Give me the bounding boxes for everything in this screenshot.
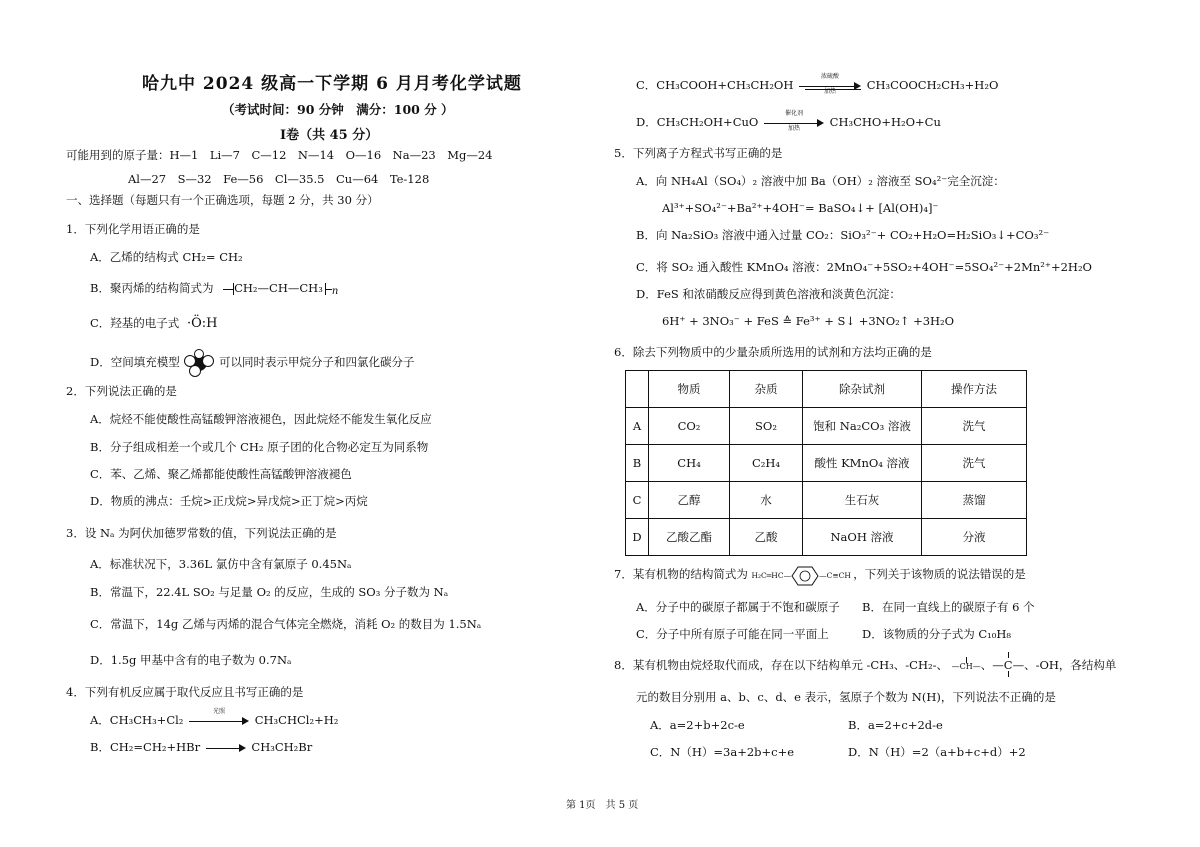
q5-option-b: B．向 Na₂SiO₃ 溶液中通入过量 CO₂：SiO₃²⁻+ CO₂+H₂O=H₂SiO₃↓+CO₃²⁻ [636, 228, 1050, 242]
atomic-masses-line2: Al—27 S—32 Fe—56 Cl—35.5 Cu—64 Te-128 [128, 172, 430, 186]
q6-table [625, 370, 1027, 556]
q4-a-products: CH₃CHCl₂+H₂ [254, 713, 339, 727]
table-header-cell: 操作方法 [922, 371, 1027, 408]
q5-option-a-equation: Al³⁺+SO₄²⁻+Ba²⁺+4OH⁻= BaSO₄↓+ [Al(OH)₄]⁻ [662, 201, 939, 215]
q8-stem: 8．某有机物由烷烃取代而成，存在以下结构单元 -CH₃、-CH₂-、 —CH—、 —C— 、-OH，各结构单 [614, 658, 1116, 672]
q6-stem: 6．除去下列物质中的少量杂质所选用的试剂和方法均正确的是 [614, 345, 932, 359]
q4-d-reactants: D．CH₃CH₂OH+CuO [636, 115, 759, 129]
table-header-cell: 除杂试剂 [803, 371, 922, 408]
reaction-arrow-icon [189, 708, 249, 726]
table-row [626, 445, 1027, 482]
q7-option-a: A．分子中的碳原子都属于不饱和碳原子 [636, 600, 840, 614]
table-cell: 乙酸 [730, 519, 803, 556]
molecule-ethynyl-group: —C≡CH [819, 571, 851, 580]
molecule-structure [751, 571, 853, 580]
methine-unit-label: —CH— [951, 662, 981, 671]
q1-stem: 1．下列化学用语正确的是 [66, 222, 200, 236]
table-cell: SO₂ [730, 408, 803, 445]
page-title: 哈九中 2024 级高一下学期 6 月月考化学试题 [142, 74, 522, 94]
q3-option-a: A．标准状况下，3.36L 氯仿中含有氯原子 0.45Nₐ [90, 557, 352, 571]
q7-option-c: C．分子中所有原子可能在同一平面上 [636, 627, 829, 641]
q2-option-d: D．物质的沸点：壬烷>正戊烷>异戊烷>正丁烷>丙烷 [90, 494, 368, 508]
q5-stem: 5．下列离子方程式书写正确的是 [614, 146, 783, 160]
table-row [626, 408, 1027, 445]
volume-heading: Ⅰ卷（共 45 分） [280, 128, 379, 143]
q1-option-d-text: D．空间填充模型 [90, 355, 180, 369]
table-cell: C₂H₄ [730, 445, 803, 482]
table-cell: B [626, 445, 649, 482]
q5-option-d: D．FeS 和浓硝酸反应得到黄色溶液和淡黄色沉淀： [636, 287, 901, 301]
q4-a-reactants: A．CH₃CH₃+Cl₂ [90, 713, 184, 727]
quaternary-carbon-unit-label: —C— [992, 658, 1025, 672]
table-cell: 乙醇 [649, 482, 730, 519]
table-cell: 饱和 Na₂CO₃ 溶液 [803, 408, 922, 445]
q8-stem-line2: 元的数目分别用 a、b、c、d、e 表示，氢原子个数为 N(H)，下列说法不正确的是 [636, 690, 1056, 704]
q1-option-c-text: C．羟基的电子式 [90, 316, 180, 330]
q8-option-b: B．a=2+c+2d-e [848, 718, 943, 732]
q4-a-condition: 光照 [213, 708, 226, 715]
q4-stem: 4．下列有机反应属于取代反应且书写正确的是 [66, 685, 304, 699]
q8-stem-prefix: 8．某有机物由烷烃取代而成，存在以下结构单元 -CH₃、-CH₂-、 [614, 658, 949, 672]
table-header-cell: 物质 [649, 371, 730, 408]
table-cell: NaOH 溶液 [803, 519, 922, 556]
q4-b-products: CH₃CH₂Br [251, 740, 313, 754]
table-cell: 洗气 [922, 445, 1027, 482]
q2-option-c: C．苯、乙烯、聚乙烯都能使酸性高锰酸钾溶液褪色 [90, 467, 352, 481]
reaction-arrow-icon [206, 743, 246, 753]
q1-option-c [90, 316, 217, 332]
q4-c-reactants: C．CH₃COOH+CH₃CH₂OH [636, 78, 794, 92]
table-cell: A [626, 408, 649, 445]
q1-option-b [90, 281, 338, 299]
q7-stem-suffix: ，下列关于该物质的说法错误的是 [853, 567, 1026, 581]
table-row [626, 519, 1027, 556]
q5-option-d-equation: 6H⁺ + 3NO₃⁻ + FeS ≙ Fe³⁺ + S↓ +3NO₂↑ +3H₂O [662, 314, 955, 328]
exam-info: （考试时间：90 分钟 满分：100 分 ） [222, 102, 454, 117]
page-number: 第 1页 共 5 页 [566, 800, 639, 811]
polypropylene-chain: CH₂—CH—CH₃ [234, 281, 323, 295]
q4-c-condition-top: 浓硫酸 [821, 73, 840, 80]
table-cell: D [626, 519, 649, 556]
q7-stem-prefix: 7．某有机物的结构简式为 [614, 567, 748, 581]
q3-stem: 3．设 Nₐ 为阿伏加德罗常数的值，下列说法正确的是 [66, 526, 337, 540]
q4-option-d [636, 110, 941, 132]
q1-option-d [90, 349, 415, 377]
q8-option-d: D．N（H）=2（a+b+c+d）+2 [848, 745, 1026, 759]
q8-stem-suffix: 、-OH，各结构单 [1024, 658, 1117, 672]
q4-c-products: CH₃COOCH₂CH₃+H₂O [866, 78, 999, 92]
q7-option-b: B．在同一直线上的碳原子有 6 个 [862, 600, 1035, 614]
q3-option-b: B．常温下，22.4L SO₂ 与足量 O₂ 的反应，生成的 SO₃ 分子数为 Nₐ [90, 585, 449, 599]
q2-option-a: A．烷烃不能使酸性高锰酸钾溶液褪色，因此烷烃不能发生氧化反应 [90, 412, 432, 426]
q4-d-condition-top: 催化剂 [784, 110, 803, 117]
table-cell: 蒸馏 [922, 482, 1027, 519]
q4-c-condition-bottom: 加热 [824, 88, 837, 95]
q4-d-condition-bottom: 加热 [787, 125, 800, 132]
reaction-arrow-icon [764, 110, 824, 132]
q8-option-c: C．N（H）=3a+2b+c+e [650, 745, 795, 759]
q3-option-c: C．常温下，14g 乙烯与丙烯的混合气体完全燃烧，消耗 O₂ 的数目为 1.5Nₐ [90, 617, 482, 631]
q1-option-d-suffix: 可以同时表示甲烷分子和四氯化碳分子 [219, 355, 415, 369]
table-cell: 酸性 KMnO₄ 溶液 [803, 445, 922, 482]
table-header-cell [626, 371, 649, 408]
q4-b-reactants: B．CH₂=CH₂+HBr [90, 740, 201, 754]
table-row [626, 482, 1027, 519]
hydroxyl-electron-formula: ·Ö:H [186, 316, 218, 331]
table-cell: CH₄ [649, 445, 730, 482]
q4-d-products: CH₃CHO+H₂O+Cu [829, 115, 941, 129]
q4-option-c [636, 73, 999, 95]
table-cell: C [626, 482, 649, 519]
methine-unit [952, 662, 981, 672]
molecule-vinyl-group: H₂C═HC— [751, 571, 792, 580]
q7-option-d: D．该物质的分子式为 C₁₀H₈ [862, 627, 1012, 641]
space-filling-model-icon [184, 349, 214, 377]
table-header-row [626, 371, 1027, 408]
benzene-ring-icon [791, 566, 819, 586]
q4-option-a [90, 708, 339, 727]
table-header-cell: 杂质 [730, 371, 803, 408]
q2-option-b: B．分子组成相差一个或几个 CH₂ 原子团的化合物必定互为同系物 [90, 440, 429, 454]
q5-option-a: A．向 NH₄Al（SO₄）₂ 溶液中加 Ba（OH）₂ 溶液至 SO₄²⁻完全沉淀： [636, 174, 1005, 188]
table-cell: 水 [730, 482, 803, 519]
q7-stem [614, 566, 1026, 586]
q1-option-b-text: B．聚丙烯的结构简式为 [90, 281, 214, 295]
atomic-masses-line1: 可能用到的原子量：H—1 Li—7 C—12 N—14 O—16 Na—23 Mg—24 [66, 148, 493, 162]
table-cell: 生石灰 [803, 482, 922, 519]
polymer-n: n [331, 286, 339, 297]
quaternary-carbon-unit [992, 658, 1024, 672]
table-cell: 分液 [922, 519, 1027, 556]
q3-option-d: D．1.5g 甲基中含有的电子数为 0.7Nₐ [90, 653, 292, 667]
table-cell: CO₂ [649, 408, 730, 445]
table-cell: 洗气 [922, 408, 1027, 445]
q8-option-a: A．a=2+b+2c-e [650, 718, 745, 732]
table-cell: 乙酸乙酯 [649, 519, 730, 556]
q4-option-b [90, 740, 312, 754]
section-heading: 一、选择题（每题只有一个正确选项，每题 2 分，共 30 分） [66, 193, 379, 207]
q1-option-a: A．乙烯的结构式 CH₂= CH₂ [90, 250, 243, 264]
q2-stem: 2．下列说法正确的是 [66, 384, 177, 398]
q5-option-c: C．将 SO₂ 通入酸性 KMnO₄ 溶液：2MnO₄⁻+5SO₂+4OH⁻=5SO₄²⁻+2Mn²⁺+2H₂O [636, 260, 1092, 274]
reversible-arrow-icon [799, 73, 861, 95]
polypropylene-formula [223, 281, 338, 299]
